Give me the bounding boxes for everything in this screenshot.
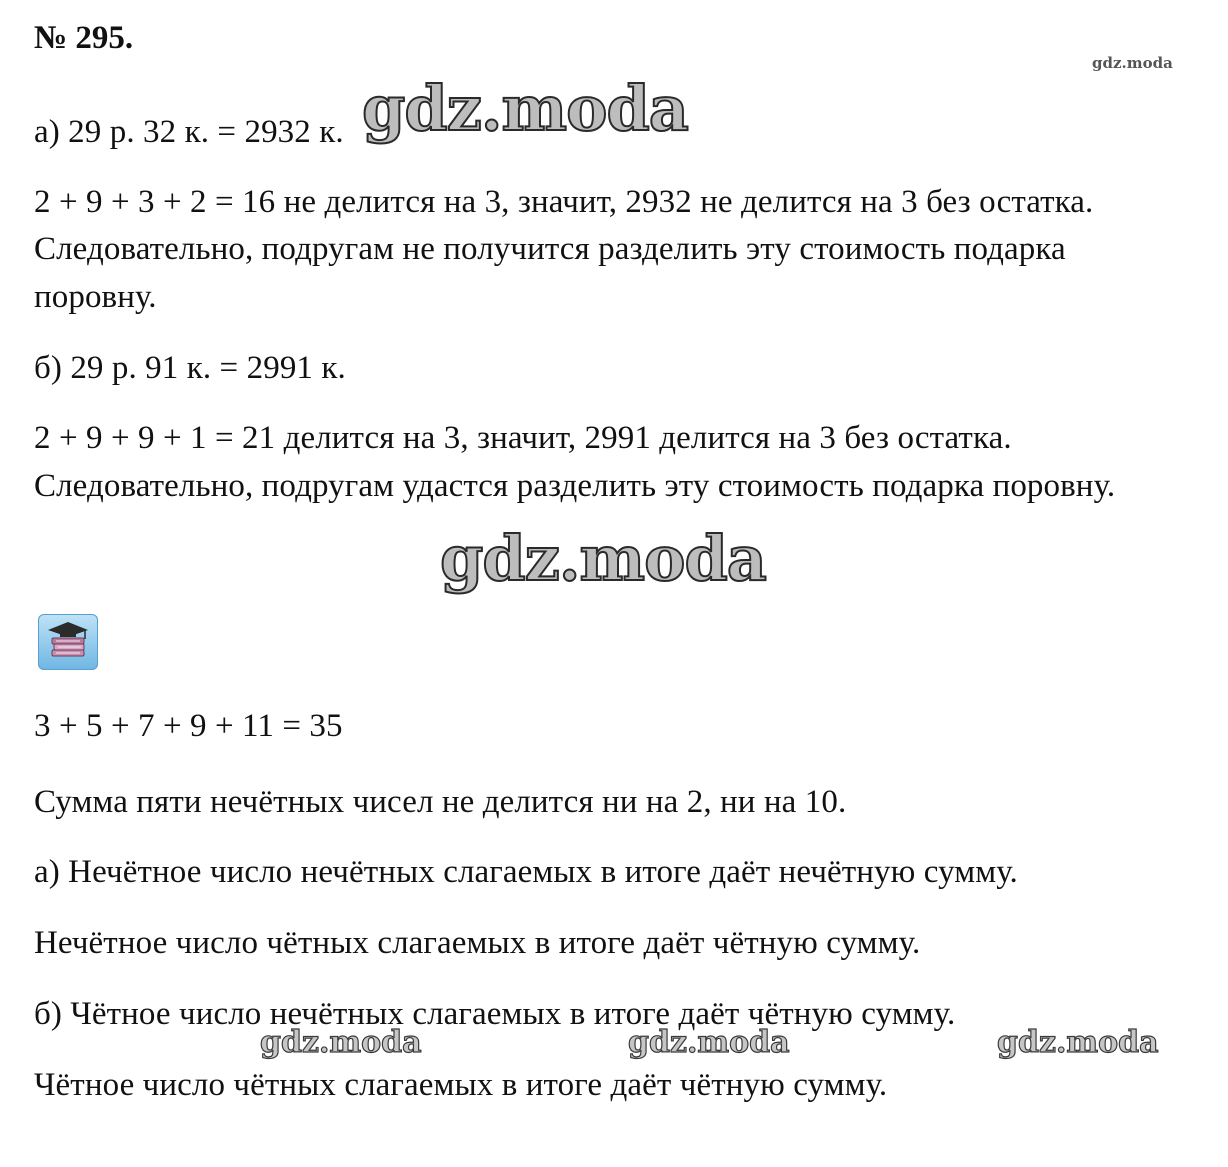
part1-b-explanation-line1: 2 + 9 + 9 + 1 = 21 делится на 3, значит, 2991 делится на 3 без остатка. bbox=[34, 420, 1012, 456]
watermark-logo: gdz.moda bbox=[440, 522, 766, 595]
part2-sum: 3 + 5 + 7 + 9 + 11 = 35 bbox=[34, 708, 343, 744]
part2-a-line2: Нечётное число чётных слагаемых в итоге даёт чётную сумму. bbox=[34, 925, 921, 961]
watermark-logo: gdz.moda bbox=[260, 1025, 422, 1060]
graduation-cap-books-icon bbox=[38, 614, 98, 670]
part2-b-line1: б) Чётное число нечётных слагаемых в итоге даёт чётную сумму. bbox=[34, 996, 956, 1032]
part2-a-line1: а) Нечётное число нечётных слагаемых в итоге даёт нечётную сумму. bbox=[34, 854, 1018, 890]
part1-b-explanation-line2: Следовательно, подругам удастся разделить эту стоимость подарка поровну. bbox=[34, 468, 1116, 504]
problem-number: № 295. bbox=[34, 20, 134, 56]
part2-statement: Сумма пяти нечётных чисел не делится ни на 2, ни на 10. bbox=[34, 784, 847, 820]
part1-a-explanation-line2: Следовательно, подругам не получится разделить эту стоимость подарка bbox=[34, 231, 1066, 267]
watermark-logo: gdz.moda bbox=[628, 1025, 790, 1060]
part1-a-conversion: а) 29 р. 32 к. = 2932 к. bbox=[34, 114, 344, 150]
part1-a-explanation-line1: 2 + 9 + 3 + 2 = 16 не делится на 3, значит, 2932 не делится на 3 без остатка. bbox=[34, 184, 1094, 220]
site-mark: gdz.moda bbox=[1092, 54, 1173, 72]
watermark-logo: gdz.moda bbox=[997, 1025, 1159, 1060]
part1-b-conversion: б) 29 р. 91 к. = 2991 к. bbox=[34, 350, 346, 386]
watermark-logo: gdz.moda bbox=[362, 72, 688, 145]
part2-b-line2: Чётное число чётных слагаемых в итоге даёт чётную сумму. bbox=[34, 1067, 888, 1103]
part1-a-explanation-line3: поровну. bbox=[34, 279, 157, 315]
